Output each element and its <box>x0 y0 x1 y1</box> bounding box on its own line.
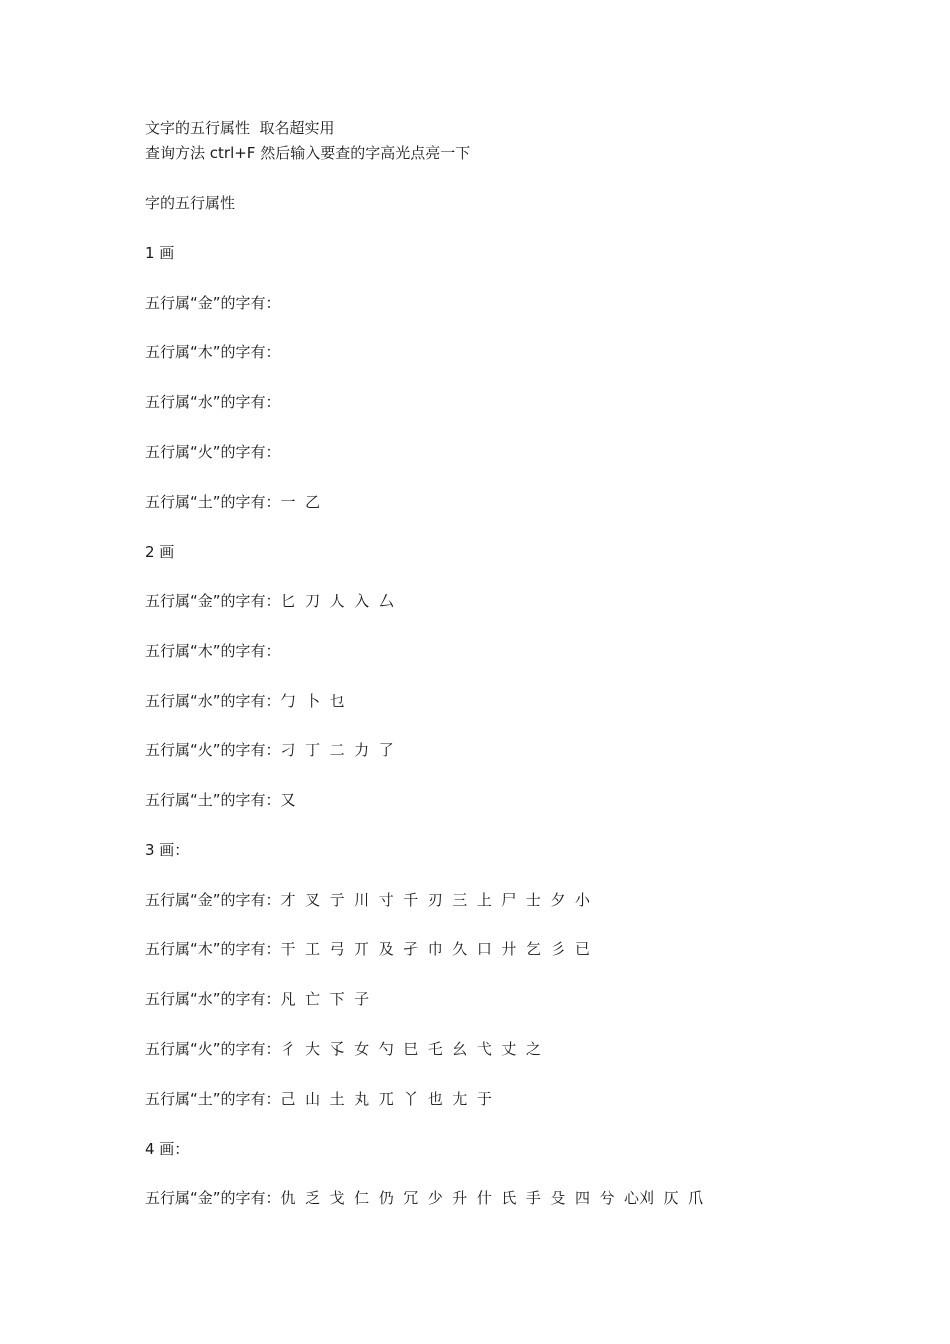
element-row-fire: 五行属“火”的字有：彳 大 孓 女 勺 巳 乇 幺 弋 丈 之 <box>145 1040 541 1058</box>
element-row-wood: 五行属“木”的字有： <box>145 642 281 660</box>
stroke-heading: 2 画 <box>145 543 175 561</box>
element-row-fire: 五行属“火”的字有：刁 丁 二 力 了 <box>145 741 394 759</box>
element-row-wood: 五行属“木”的字有：干 工 弓 丌 及 孑 巾 久 口 廾 乞 彡 已 <box>145 940 590 958</box>
element-row-metal: 五行属“金”的字有：匕 刀 人 入 厶 <box>145 592 394 610</box>
instruction-line: 查询方法 ctrl+F 然后输入要查的字高光点亮一下 <box>145 144 471 162</box>
element-row-water: 五行属“水”的字有：勹 卜 乜 <box>145 692 345 710</box>
element-row-metal: 五行属“金”的字有：仇 乏 戈 仁 仍 冗 少 升 什 氏 手 殳 四 兮 心刈 仄 爪 <box>145 1189 704 1207</box>
element-row-water: 五行属“水”的字有：凡 亡 下 子 <box>145 990 370 1008</box>
element-row-metal: 五行属“金”的字有：才 叉 亍 川 寸 千 刃 三 上 尸 士 夕 小 <box>145 891 590 909</box>
title-line: 文字的五行属性 取名超实用 <box>145 119 335 137</box>
element-row-earth: 五行属“土”的字有：又 <box>145 791 296 809</box>
stroke-heading: 3 画： <box>145 841 190 859</box>
element-row-water: 五行属“水”的字有： <box>145 393 281 411</box>
element-row-earth: 五行属“土”的字有：己 山 土 丸 兀 丫 也 尢 于 <box>145 1090 492 1108</box>
element-row-fire: 五行属“火”的字有： <box>145 443 281 461</box>
section-heading: 字的五行属性 <box>145 194 236 212</box>
stroke-heading: 4 画： <box>145 1140 190 1158</box>
element-row-wood: 五行属“木”的字有： <box>145 343 281 361</box>
element-row-metal: 五行属“金”的字有： <box>145 294 281 312</box>
stroke-heading: 1 画 <box>145 244 175 262</box>
element-row-earth: 五行属“土”的字有：一 乙 <box>145 493 321 511</box>
